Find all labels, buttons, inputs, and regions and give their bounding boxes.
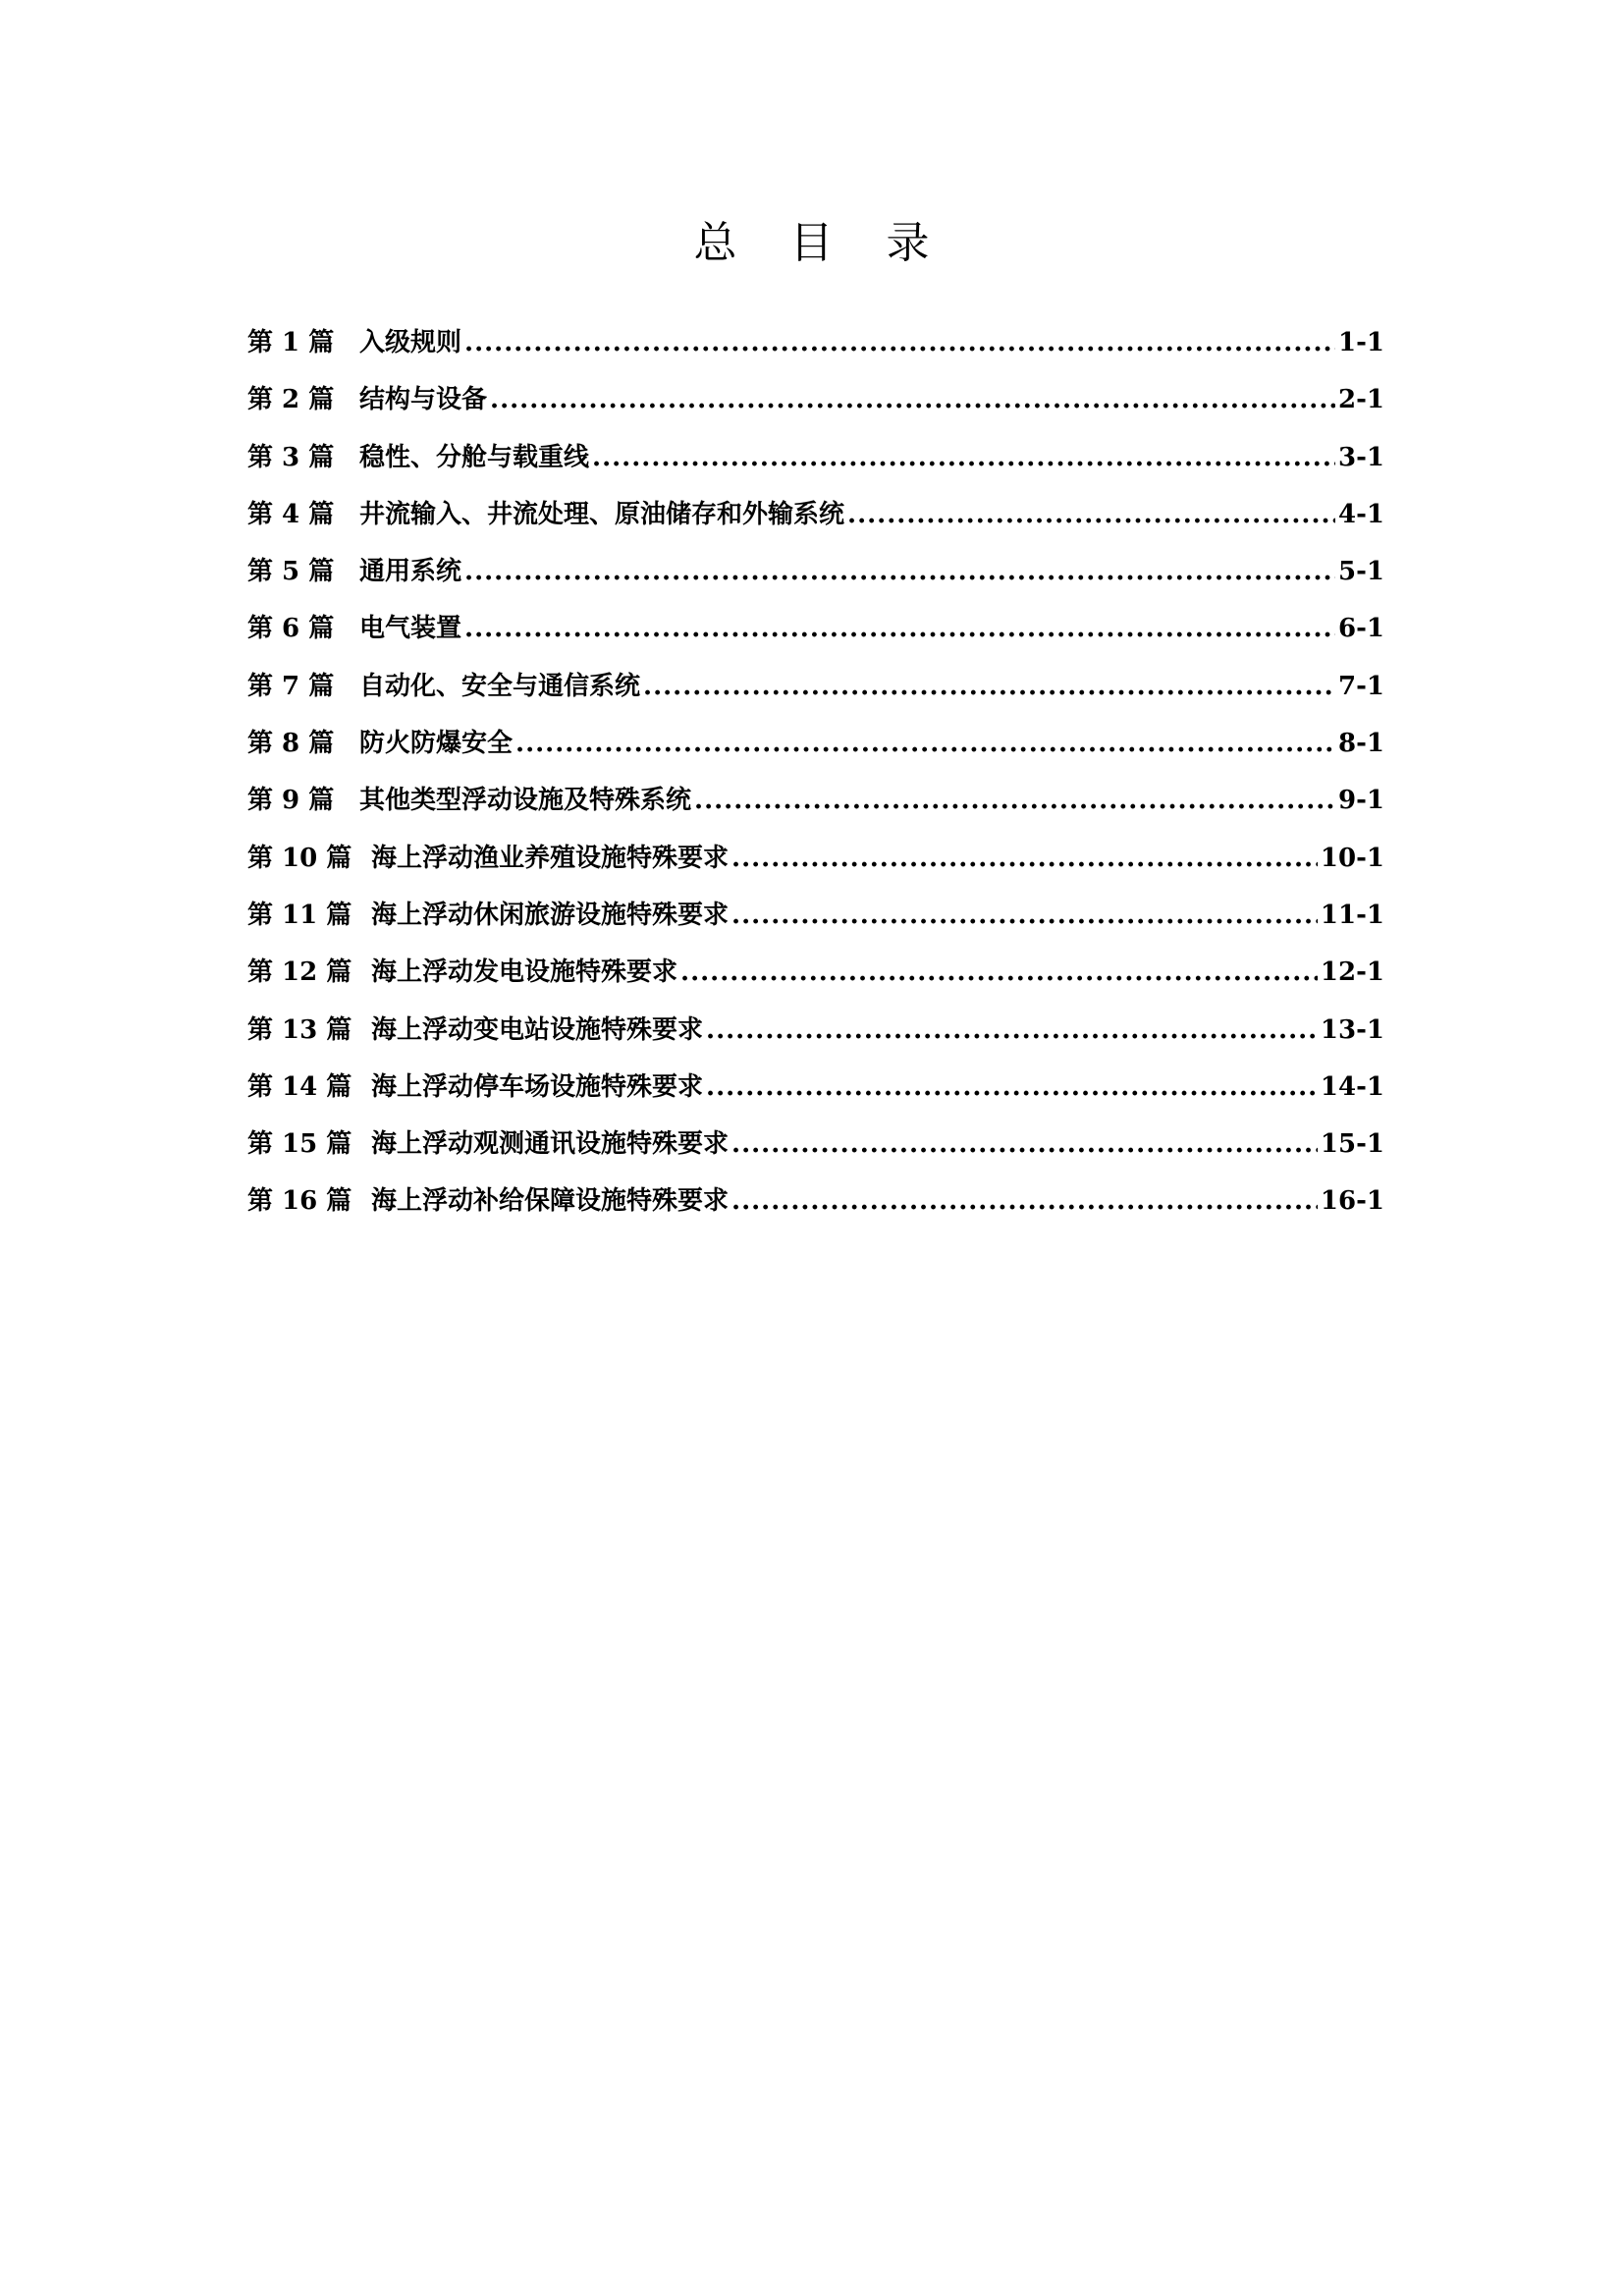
- toc-dot-leader: [515, 729, 1335, 758]
- table-of-contents: [247, 322, 1384, 1238]
- toc-page-number: 1-1: [1338, 328, 1384, 357]
- toc-part-title: 海上浮动休闲旅游设施特殊要求: [371, 900, 730, 930]
- toc-part-title: 海上浮动观测通讯设施特殊要求: [371, 1129, 730, 1160]
- toc-page-number: 11-1: [1320, 900, 1384, 930]
- toc-part-number: 第 11 篇: [247, 900, 352, 930]
- toc-page-number: 5-1: [1338, 557, 1384, 587]
- toc-part-number: 第 10 篇: [247, 843, 352, 873]
- toc-part-number: 第 1 篇: [247, 328, 335, 357]
- toc-entry-1[interactable]: [247, 322, 1384, 379]
- toc-page-number: 3-1: [1338, 442, 1384, 472]
- toc-part-number: 第 4 篇: [247, 499, 335, 529]
- toc-dot-leader: [731, 1186, 1318, 1216]
- toc-part-title: 海上浮动发电设施特殊要求: [371, 957, 678, 988]
- toc-entry-15[interactable]: [247, 1123, 1384, 1180]
- toc-entry-14[interactable]: [247, 1066, 1384, 1123]
- toc-page-number: 10-1: [1320, 843, 1384, 873]
- toc-entry-10[interactable]: [247, 838, 1384, 895]
- toc-dot-leader: [731, 844, 1318, 873]
- toc-dot-leader: [490, 385, 1335, 414]
- toc-part-number: 第 16 篇: [247, 1186, 352, 1217]
- toc-dot-leader: [680, 957, 1318, 987]
- toc-entry-7[interactable]: [247, 666, 1384, 723]
- toc-part-title: 海上浮动补给保障设施特殊要求: [371, 1186, 730, 1217]
- toc-entry-5[interactable]: [247, 551, 1384, 608]
- toc-part-title: 结构与设备: [359, 385, 488, 415]
- toc-dot-leader: [706, 1072, 1318, 1102]
- toc-entry-11[interactable]: [247, 895, 1384, 952]
- toc-dot-leader: [731, 901, 1318, 930]
- toc-dot-leader: [592, 443, 1335, 472]
- page-title: 总 目 录: [693, 218, 949, 268]
- toc-dot-leader: [847, 500, 1335, 529]
- toc-part-number: 第 8 篇: [247, 729, 335, 759]
- toc-page-number: 16-1: [1320, 1186, 1384, 1217]
- toc-dot-leader: [464, 328, 1335, 357]
- toc-part-number: 第 7 篇: [247, 671, 335, 701]
- toc-entry-8[interactable]: [247, 723, 1384, 780]
- toc-part-title: 稳性、分舱与载重线: [359, 442, 590, 472]
- toc-part-title: 井流输入、井流处理、原油储存和外输系统: [359, 499, 845, 529]
- toc-part-number: 第 6 篇: [247, 614, 335, 644]
- toc-part-number: 第 3 篇: [247, 442, 335, 472]
- toc-dot-leader: [706, 1015, 1318, 1045]
- toc-part-title: 防火防爆安全: [359, 729, 514, 759]
- toc-part-title: 通用系统: [359, 557, 462, 587]
- toc-entry-13[interactable]: [247, 1010, 1384, 1066]
- toc-entry-12[interactable]: [247, 952, 1384, 1009]
- toc-entry-9[interactable]: [247, 780, 1384, 837]
- toc-part-title: 入级规则: [359, 328, 462, 357]
- toc-page-number: 4-1: [1338, 499, 1384, 529]
- toc-entry-4[interactable]: [247, 494, 1384, 551]
- toc-page-number: 7-1: [1338, 671, 1384, 701]
- toc-dot-leader: [643, 672, 1335, 701]
- toc-part-title: 海上浮动渔业养殖设施特殊要求: [371, 843, 730, 873]
- toc-entry-3[interactable]: [247, 437, 1384, 494]
- toc-part-number: 第 15 篇: [247, 1129, 352, 1160]
- toc-page-number: 2-1: [1338, 385, 1384, 415]
- toc-part-number: 第 2 篇: [247, 385, 335, 415]
- toc-page-number: 14-1: [1320, 1071, 1384, 1102]
- toc-entry-6[interactable]: [247, 608, 1384, 665]
- toc-part-number: 第 14 篇: [247, 1071, 352, 1102]
- toc-dot-leader: [464, 614, 1335, 643]
- toc-page-number: 8-1: [1338, 729, 1384, 759]
- toc-part-number: 第 12 篇: [247, 957, 352, 988]
- toc-part-title: 海上浮动变电站设施特殊要求: [371, 1014, 704, 1045]
- toc-dot-leader: [464, 557, 1335, 586]
- toc-part-title: 海上浮动停车场设施特殊要求: [371, 1071, 704, 1102]
- toc-part-title: 自动化、安全与通信系统: [359, 671, 641, 701]
- toc-dot-leader: [694, 786, 1335, 815]
- toc-page-number: 13-1: [1320, 1014, 1384, 1045]
- toc-part-title: 其他类型浮动设施及特殊系统: [359, 786, 692, 816]
- toc-part-title: 电气装置: [359, 614, 462, 644]
- toc-page-number: 9-1: [1338, 786, 1384, 816]
- toc-part-number: 第 13 篇: [247, 1014, 352, 1045]
- toc-page-number: 15-1: [1320, 1129, 1384, 1160]
- toc-page-number: 12-1: [1320, 957, 1384, 988]
- toc-entry-16[interactable]: [247, 1180, 1384, 1237]
- toc-page-number: 6-1: [1338, 614, 1384, 644]
- toc-dot-leader: [731, 1129, 1318, 1159]
- toc-entry-2[interactable]: [247, 379, 1384, 436]
- toc-part-number: 第 9 篇: [247, 786, 335, 816]
- toc-part-number: 第 5 篇: [247, 557, 335, 587]
